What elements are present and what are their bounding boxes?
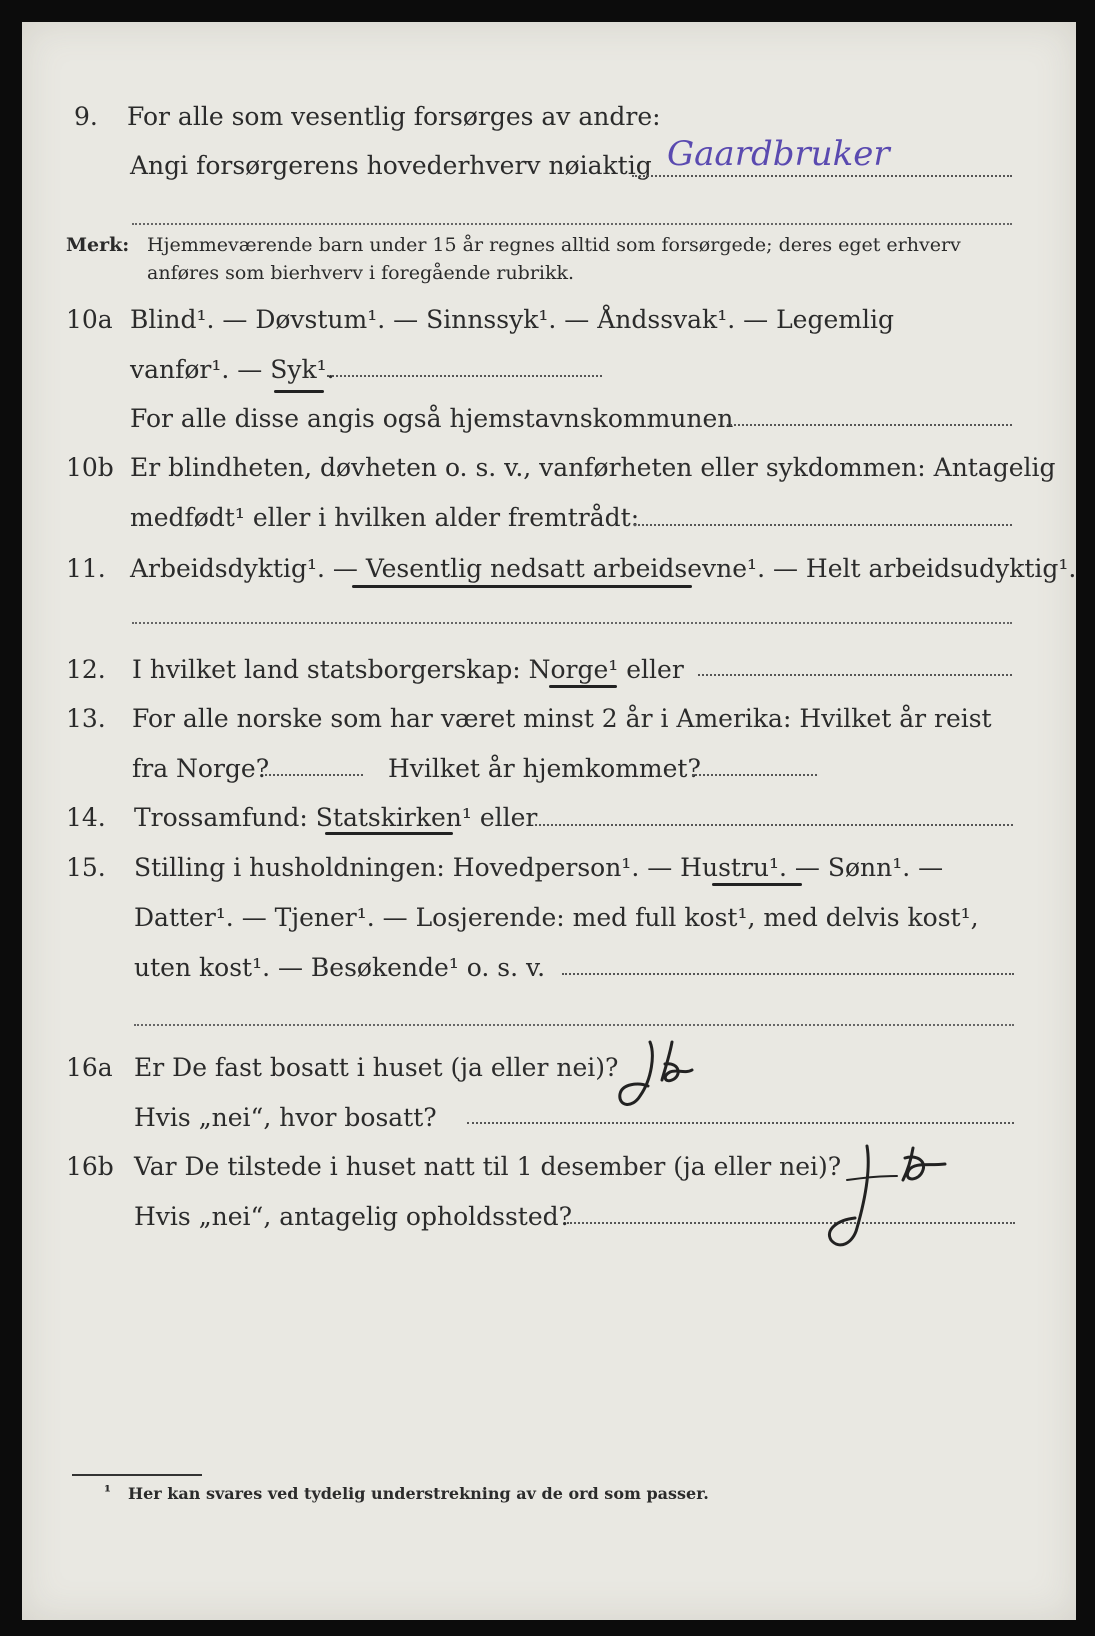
answer-line — [692, 774, 817, 776]
answer-line — [535, 824, 1013, 826]
question-14 — [22, 798, 1076, 838]
question-10b-line2 — [22, 498, 1076, 538]
question-10a-line3 — [22, 399, 1076, 439]
question-12 — [22, 650, 1076, 690]
answer-line — [134, 1024, 1014, 1026]
note-block — [22, 230, 1076, 290]
question-number: 10b — [66, 453, 114, 482]
underline-mark — [712, 883, 802, 886]
question-10b — [22, 448, 1076, 488]
question-number: 12. — [66, 655, 106, 684]
handwritten-answer: Gaardbruker — [667, 134, 890, 174]
answer-line — [467, 1122, 1014, 1124]
answer-line — [132, 622, 1012, 624]
underline-mark — [325, 832, 453, 835]
underline-mark — [352, 585, 692, 588]
underline-mark — [274, 390, 324, 393]
question-number: 9. — [74, 102, 98, 131]
answer-line — [265, 774, 363, 776]
question-15-line2 — [22, 898, 1076, 938]
question-text: Er blindheten, døvheten o. s. v., vanførheten eller sykdommen: Antagelig — [130, 453, 1056, 482]
question-text: Arbeidsdyktig¹. — Vesentlig nedsatt arbeidsevne¹. — Helt arbeidsudyktig¹. — [130, 554, 1077, 583]
census-form-page — [22, 22, 1076, 1620]
question-text: For alle disse angis også hjemstavnskommunen — [130, 404, 734, 433]
question-number: 16a — [66, 1053, 113, 1082]
question-number: 10a — [66, 305, 113, 334]
question-number: 15. — [66, 853, 106, 882]
question-number: 13. — [66, 704, 106, 733]
question-text: Hvilket år hjemkommet? — [388, 754, 701, 783]
question-text: Er De fast bosatt i huset (ja eller nei)? — [134, 1053, 619, 1082]
question-text: Hvis „nei“, antagelig opholdssted? — [134, 1202, 573, 1231]
note-label: Merk: — [66, 234, 130, 256]
question-text: Angi forsørgerens hovederhverv nøiaktig — [130, 151, 652, 180]
question-16a — [22, 1048, 1076, 1088]
footnote-rule — [72, 1474, 202, 1476]
question-15-line3 — [22, 948, 1076, 988]
question-number: 16b — [66, 1152, 114, 1181]
question-text: Trossamfund: Statskirken¹ eller — [134, 803, 538, 832]
answer-line — [632, 175, 1012, 177]
handwritten-answer-ja-16b — [817, 1140, 977, 1260]
question-number: 11. — [66, 554, 106, 583]
question-9-line2 — [22, 146, 1076, 186]
underline-mark — [549, 685, 617, 688]
question-text: I hvilket land statsborgerskap: Norge¹ eller — [132, 655, 684, 684]
footnote-marker: ¹ — [104, 1482, 112, 1501]
question-text: Datter¹. — Tjener¹. — Losjerende: med full kost¹, med delvis kost¹, — [134, 903, 979, 932]
question-text: For alle norske som har været minst 2 år i Amerika: Hvilket år reist — [132, 704, 992, 733]
answer-line — [132, 223, 1012, 225]
question-text: Hvis „nei“, hvor bosatt? — [134, 1103, 437, 1132]
question-text: vanfør¹. — Syk¹. — [130, 355, 335, 384]
question-10a-line2 — [22, 350, 1076, 390]
question-text: Blind¹. — Døvstum¹. — Sinnssyk¹. — Åndssvak¹. — Legemlig — [130, 305, 894, 334]
answer-line — [634, 524, 1012, 526]
footnote-text: Her kan svares ved tydelig understrekning av de ord som passer. — [128, 1484, 709, 1503]
question-text: Stilling i husholdningen: Hovedperson¹. — Hustru¹. — Sønn¹. — — [134, 853, 944, 882]
note-text: Hjemmeværende barn under 15 år regnes alltid som forsørgede; deres eget erhverv — [147, 234, 961, 256]
question-text: uten kost¹. — Besøkende¹ o. s. v. — [134, 953, 546, 982]
question-13-line2 — [22, 749, 1076, 789]
question-9 — [22, 97, 1076, 137]
question-11 — [22, 549, 1076, 589]
note-text: anføres som bierhverv i foregående rubrikk. — [147, 262, 575, 284]
question-10a — [22, 300, 1076, 340]
answer-line — [698, 674, 1012, 676]
answer-line — [727, 424, 1012, 426]
question-text: Var De tilstede i huset natt til 1 desember (ja eller nei)? — [134, 1152, 842, 1181]
answer-line — [562, 973, 1014, 975]
question-number: 14. — [66, 803, 106, 832]
question-text: medfødt¹ eller i hvilken alder fremtrådt: — [130, 503, 640, 532]
question-15 — [22, 848, 1076, 888]
question-text: For alle som vesentlig forsørges av andre: — [127, 102, 661, 131]
question-16a-line2 — [22, 1098, 1076, 1138]
question-text: fra Norge? — [132, 754, 270, 783]
answer-line — [327, 375, 602, 377]
handwritten-answer-ja-16a — [610, 1034, 730, 1119]
question-13 — [22, 699, 1076, 739]
